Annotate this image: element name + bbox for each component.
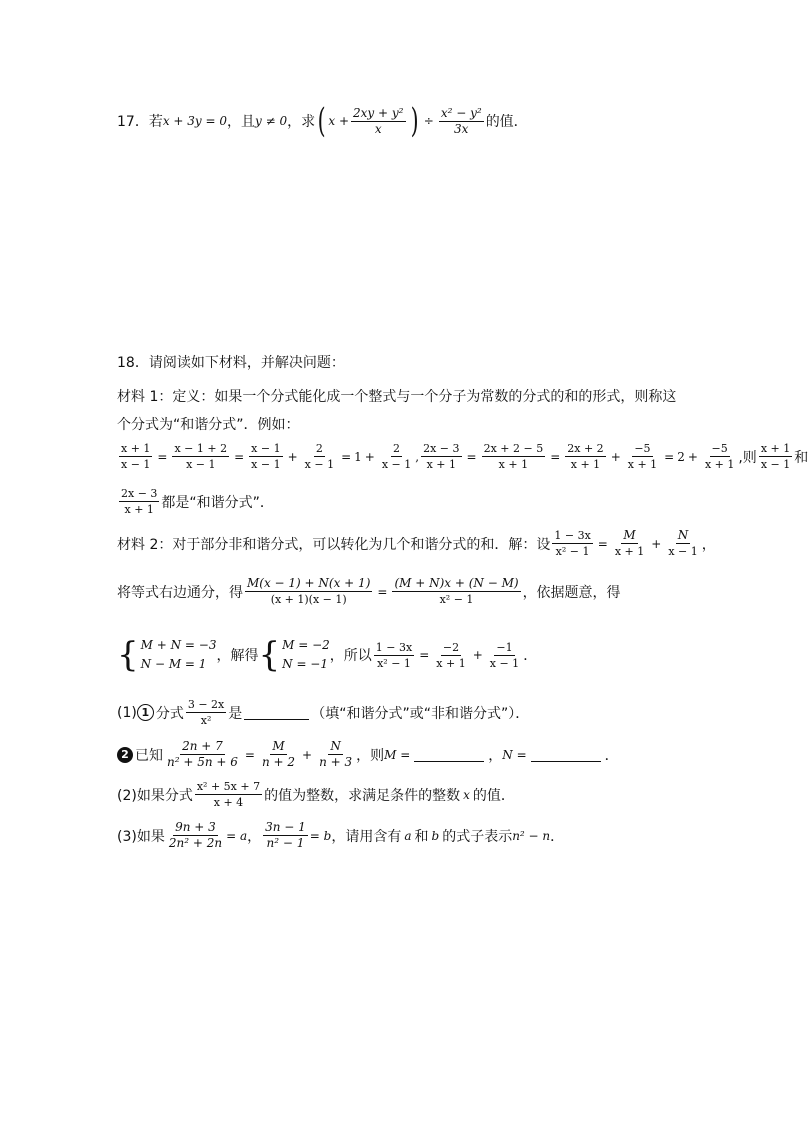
fraction: $\frac{1 - 3x}{\text{x² − 1}}$	[554, 529, 591, 558]
material-1-text-2: 个分式为“和谐分式”．例如：	[117, 417, 300, 433]
equals-sign: =	[550, 449, 561, 464]
fraction: $\frac{2n + 7}{\text{n² + 5n + 6}}$	[167, 739, 238, 769]
material-2-line-2	[117, 576, 621, 607]
so-text: ，所以	[329, 648, 372, 664]
fraction: $\frac{-2}{x + 1}$	[436, 640, 466, 670]
q18-intro	[117, 352, 345, 372]
plus-sign: +	[472, 648, 483, 662]
part-2	[117, 779, 515, 810]
part-text: ，则	[356, 747, 385, 764]
fraction: x² + 5x + 7 x + 4	[196, 780, 261, 809]
example-equation	[117, 441, 808, 472]
fraction: $\frac{N}{n + 3}$	[319, 739, 353, 769]
comma: ，	[488, 747, 503, 764]
part-label: (1)	[117, 704, 137, 721]
equals-sign: =	[466, 449, 477, 464]
q17-condition-1: x + 3y = 0	[162, 114, 228, 128]
equals-sign: =	[157, 449, 168, 464]
fraction: $\frac{1 - 3x}{\text{x² − 1}}$	[375, 640, 413, 670]
fraction: $\frac{2x - 3}{x + 1}$	[423, 442, 460, 471]
fraction: $\frac{2x + 2}{x + 1}$	[567, 442, 604, 471]
equals-sign: =	[377, 584, 388, 599]
left-brace: {	[117, 635, 139, 675]
equation-system: M + N = −3 N − M = 1	[140, 638, 217, 671]
fraction: $\frac{(M + N)x + (N - M)}{\text{x² − 1}}$	[394, 576, 519, 606]
material-1-text-1: 材料 1：定义：如果一个分式能化成一个整式与一个分子为常数的分式的和的形式，则称这	[117, 389, 677, 405]
material-2-line-1	[117, 528, 716, 559]
solution-system: M = −2 N = −1	[282, 638, 330, 671]
part-text: 的值．	[472, 787, 515, 804]
period: ．	[550, 828, 565, 845]
equals-sign: =	[341, 449, 352, 464]
plus-sign: +	[651, 536, 662, 551]
question-17	[117, 101, 528, 141]
q17-fraction-1: $\frac{\text{2xy + y²}}{x}$	[353, 105, 404, 136]
fraction: $\frac{2x + 2 - 5}{x + 1}$	[483, 442, 544, 471]
q17-tail: 的值．	[485, 114, 528, 130]
then-text: ,则	[738, 449, 757, 466]
plus-sign: +	[287, 449, 298, 464]
part-text: 分式	[155, 705, 184, 722]
plus-sign: +	[687, 449, 698, 464]
part-text: (2)如果分式	[117, 787, 193, 804]
period: ．	[604, 747, 619, 764]
fraction: $\frac{-1}{x - 1}$	[489, 640, 520, 670]
solve-text: ，解得	[216, 648, 259, 664]
material-2-text: 材料 2：对于部分非和谐分式，可以转化为几个和谐分式的和．解：设	[117, 536, 551, 553]
q17-condition-2: y ≠ 0	[255, 114, 288, 128]
plus-sign: +	[364, 449, 375, 464]
fraction: $\frac{M}{x + 1}$	[614, 528, 645, 558]
constant: 1	[354, 449, 362, 464]
equation-part: = a	[226, 828, 248, 843]
right-paren: )	[410, 101, 419, 141]
m-label: M =	[384, 747, 411, 762]
variable: b	[431, 828, 440, 843]
fraction: $\frac{N}{x - 1}$	[668, 528, 698, 558]
fraction: $\frac{x + 1}{x - 1}$	[121, 442, 151, 471]
equals-sign: =	[597, 536, 608, 551]
material-2-text: 将等式右边通分，得	[117, 584, 243, 601]
left-paren: (	[317, 101, 326, 141]
part-1-2	[117, 739, 619, 770]
and-text: 和	[794, 449, 808, 466]
n-answer-blank[interactable]	[531, 747, 601, 762]
plus-sign: +	[302, 747, 313, 762]
n-label: N =	[502, 747, 527, 762]
q17-number: 17．若	[117, 114, 163, 130]
variable: a	[404, 828, 412, 843]
part-text: 是	[228, 705, 243, 722]
example-equation-2	[117, 486, 274, 517]
fraction: $\frac{M(x - 1) + N(x + 1)}{(x + 1)(x - 1)}$	[247, 576, 371, 606]
material-1-line-1	[117, 386, 676, 406]
fraction: $\frac{3n - 1}{\text{n² − 1}}$	[265, 820, 306, 850]
part-1-1	[117, 697, 529, 728]
comma: ,	[415, 449, 420, 464]
part-text: 的值为整数，求满足条件的整数	[264, 787, 461, 804]
harmonic-text: 都是“和谐分式”．	[161, 494, 274, 511]
fraction: 2x − 3 x + 1	[121, 487, 158, 516]
part-3	[117, 820, 564, 851]
fraction: $\frac{x - 1}{x - 1}$	[251, 442, 281, 471]
material-2-text: ，依据题意，得	[522, 584, 621, 601]
q17-fraction-2: $\frac{\text{x² − y²}}{3x}$	[440, 105, 482, 136]
target-expression: n² − n	[512, 828, 551, 843]
equals-sign: =	[234, 449, 245, 464]
q18-intro-text: 18．请阅读如下材料，并解决问题：	[117, 355, 345, 371]
comma: ，	[701, 536, 716, 553]
circled-number-icon: 1	[137, 704, 154, 721]
fraction: x + 1 x − 1	[760, 442, 791, 471]
fraction: $\frac{M}{n + 2}$	[261, 739, 296, 769]
variable: x	[463, 787, 470, 802]
material-1-line-2	[117, 414, 300, 434]
fraction: $\frac{2}{x - 1}$	[381, 442, 412, 471]
equation-part: = b	[309, 828, 332, 843]
fraction: $\frac{x - 1 + 2}{x - 1}$	[174, 442, 228, 471]
plus-sign: +	[610, 449, 621, 464]
fraction: $\frac{2}{x - 1}$	[304, 442, 335, 471]
fraction: $\frac{9n + 3}{\text{2n² + 2n}}$	[168, 820, 223, 850]
material-2-line-3	[117, 636, 537, 674]
part-text: (3)如果	[117, 828, 165, 845]
q17-sep-1: ，且	[227, 114, 256, 130]
constant: 2	[677, 449, 685, 464]
circled-number-icon: 2	[117, 747, 133, 763]
m-answer-blank[interactable]	[414, 747, 484, 762]
equals-sign: =	[419, 648, 430, 662]
period: ．	[523, 648, 538, 664]
fraction: $\frac{-5}{x + 1}$	[704, 442, 735, 471]
equals-sign: =	[244, 747, 255, 762]
part-text: ，请用含有	[331, 828, 402, 845]
part-text: 已知	[135, 747, 163, 764]
comma: ，	[247, 828, 262, 845]
fraction: 3 − 2x x²	[187, 698, 225, 727]
answer-blank[interactable]	[244, 705, 309, 720]
fraction: $\frac{-5}{x + 1}$	[627, 442, 658, 471]
left-brace: {	[258, 635, 281, 675]
part-text: 和	[414, 828, 429, 845]
part-text: 的式子表示	[442, 828, 513, 845]
divide-sign: ÷	[423, 114, 434, 128]
equals-sign: =	[664, 449, 675, 464]
part-text: （填“和谐分式”或“非和谐分式”）．	[311, 705, 530, 722]
q17-expr-x: x +	[328, 114, 350, 128]
q17-sep-2: ，求	[287, 114, 316, 130]
